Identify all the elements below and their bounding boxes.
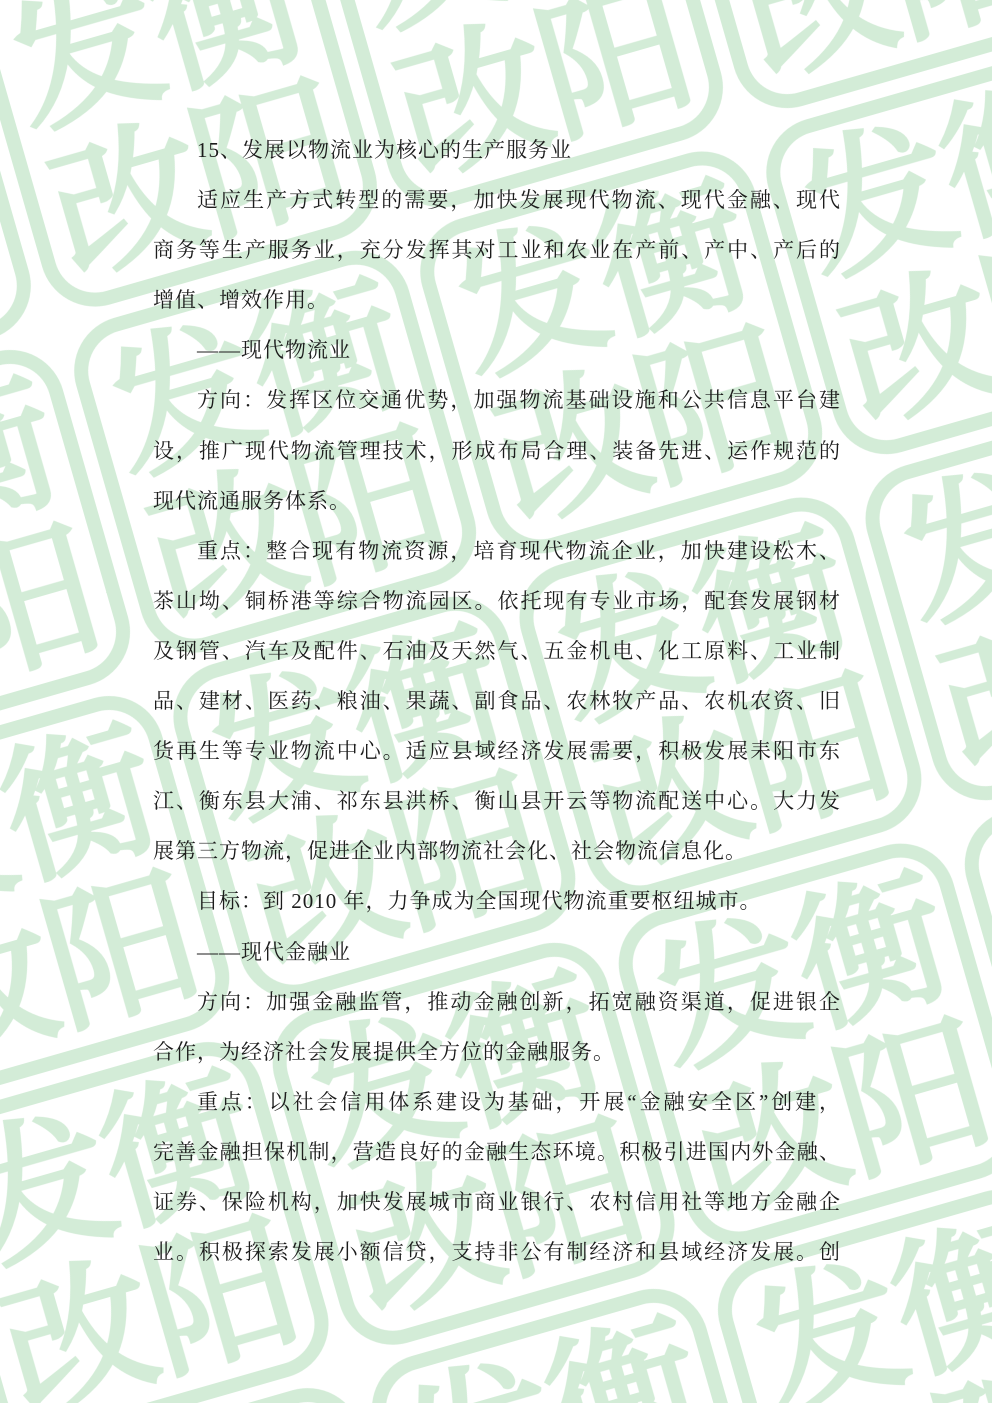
paragraph-line: 证券、保险机构，加快发展城市商业银行、农村信用社等地方金融企 (153, 1189, 840, 1214)
paragraph-line: 重点：以社会信用体系建设为基础，开展“金融安全区”创建， (197, 1089, 840, 1114)
paragraph-line: 方向：发挥区位交通优势，加强物流基础设施和公共信息平台建 (197, 388, 840, 413)
paragraph-line: 品、建材、医药、粮油、果蔬、副食品、农林牧产品、农机农资、旧 (153, 689, 840, 714)
paragraph-line: 重点：整合现有物流资源，培育现代物流企业，加快建设松木、 (197, 538, 840, 563)
paragraph-line: 增值、增效作用。 (153, 288, 329, 313)
paragraph-line: 商务等生产服务业，充分发挥其对工业和农业在产前、产中、产后的 (153, 238, 840, 263)
paragraph-line: 茶山坳、铜桥港等综合物流园区。依托现有专业市场，配套发展钢材 (153, 588, 840, 613)
paragraph-line: 目标：到 2010 年，力争成为全国现代物流重要枢纽城市。 (197, 889, 762, 914)
paragraph-line: 展第三方物流，促进企业内部物流社会化、社会物流信息化。 (153, 839, 747, 864)
document-body (153, 125, 840, 1277)
paragraph-line: 合作，为经济社会发展提供全方位的金融服务。 (153, 1039, 615, 1064)
paragraph-line: 完善金融担保机制，营造良好的金融生态环境。积极引进国内外金融、 (153, 1139, 840, 1164)
paragraph-line: 适应生产方式转型的需要，加快发展现代物流、现代金融、现代 (197, 188, 840, 213)
paragraph-line: 及钢管、汽车及配件、石油及天然气、五金机电、化工原料、工业制 (153, 638, 840, 663)
paragraph-line: 设，推广现代物流管理技术，形成布局合理、装备先进、运作规范的 (153, 438, 840, 463)
paragraph-line: 江、衡东县大浦、祁东县洪桥、衡山县开云等物流配送中心。大力发 (153, 789, 840, 814)
subheading: ——现代金融业 (197, 939, 351, 964)
paragraph-line: 方向：加强金融监管，推动金融创新，拓宽融资渠道，促进银企 (197, 989, 840, 1014)
section-heading: 15、发展以物流业为核心的生产服务业 (197, 138, 572, 162)
paragraph-line: 业。积极探索发展小额信贷，支持非公有制经济和县域经济发展。创 (153, 1240, 840, 1265)
paragraph-line: 现代流通服务体系。 (153, 488, 351, 513)
paragraph-line: 货再生等专业物流中心。适应县域经济发展需要，积极发展耒阳市东 (153, 739, 840, 764)
subheading: ——现代物流业 (197, 338, 351, 363)
